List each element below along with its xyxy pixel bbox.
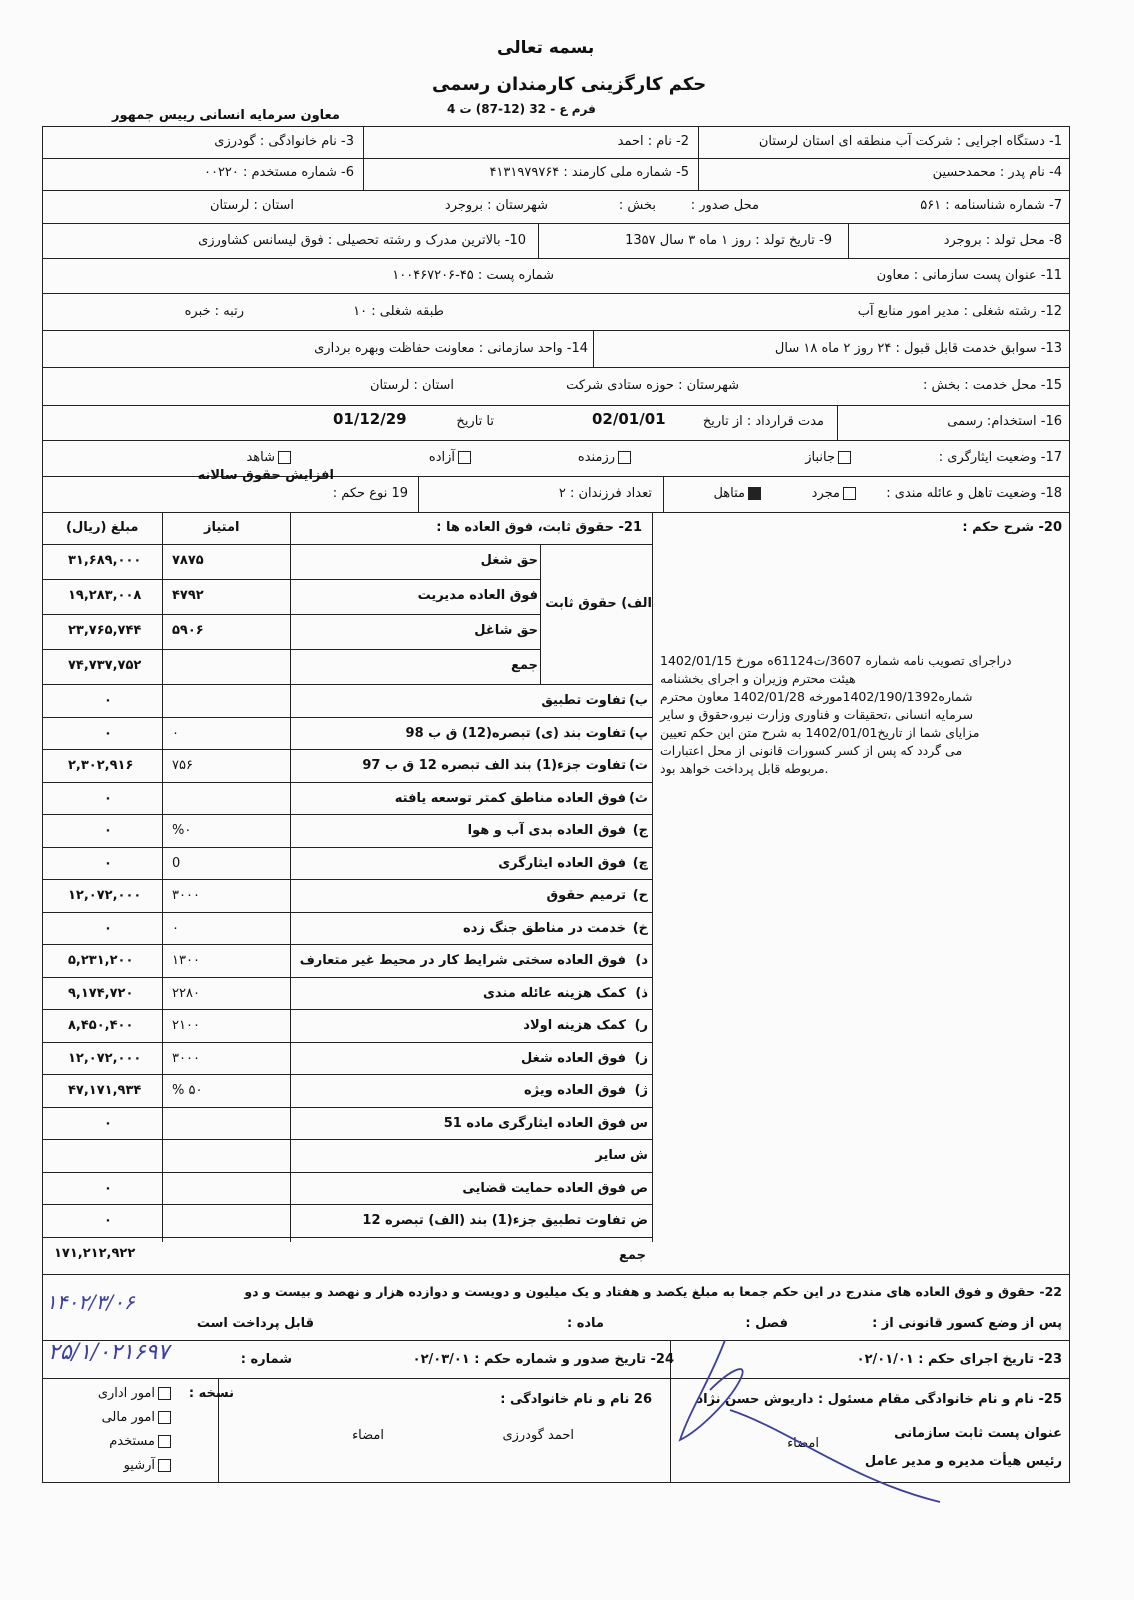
document-title: حکم کارگزینی کارمندان رسمی: [432, 74, 707, 95]
salary-row-label: کمک هزینه اولاد: [523, 1018, 626, 1033]
explanation-line: .مربوطه قابل پرداخت خواهد بود: [660, 761, 829, 776]
option-label: آرشیو: [123, 1458, 155, 1473]
salary-row-points: % ۵۰: [172, 1083, 203, 1098]
option-label: امور مالی: [101, 1410, 155, 1425]
salary-row-label: فوق العاده سختی شرایط کار در محیط غیر متعارف: [299, 953, 626, 968]
payable-text: قابل پرداخت است: [196, 1316, 314, 1331]
field-contract-label: مدت قرارداد : از تاریخ: [702, 414, 824, 429]
field-employment-type: 16- استخدام: رسمی: [947, 414, 1062, 429]
field-father-name: 4- نام پدر : محمدحسین: [932, 165, 1062, 180]
option-label: رزمنده: [577, 450, 615, 465]
copy-option-admin[interactable]: [98, 1386, 174, 1401]
salary-row-key: ش: [630, 1148, 648, 1163]
salary-row-key: ت): [628, 758, 648, 773]
explanation-body: [660, 652, 1032, 778]
salary-row-amount: ۰: [104, 920, 112, 936]
salary-row-points: ۳۰۰۰: [172, 888, 200, 903]
explanation-line: هیئت محترم وزیران و اجرای بخشنامه: [660, 671, 856, 686]
salary-row-key: ج): [632, 823, 648, 838]
salary-row-amount: ۰: [104, 823, 112, 838]
field-issue-place: محل صدور :: [690, 198, 759, 213]
field-total-words: 22- حقوق و فوق العاده های مندرج در این حکم جمعا به مبلغ یکصد و هفتاد و یک میلیون و دویست و دوازده هزار و نهصد و بیست و دو: [244, 1284, 1062, 1299]
field-org-unit: 14- واحد سازمانی : معاونت حفاظت وبهره برداری: [314, 341, 588, 356]
salary-row-label: فوق العاده حمایت قضایی: [462, 1180, 626, 1196]
salary-row-key: ض: [630, 1213, 648, 1228]
salary-row-label: فوق العاده ایثارگری: [498, 855, 626, 871]
salary-row-points: ۲۱۰۰: [172, 1018, 200, 1033]
salary-item-label: فوق العاده مدیریت: [417, 588, 538, 603]
salary-row-amount: ۰: [104, 1180, 112, 1196]
contract-to-label: تا تاریخ: [456, 414, 494, 429]
salary-row-label: فوق العاده ویژه: [524, 1083, 626, 1098]
salary-row-points: ۲۲۸۰: [172, 985, 200, 1001]
field-issue-district: بخش :: [618, 198, 656, 213]
field-effective-date: 23- تاریخ اجرای حکم : ۰۲/۰۱/۰۱: [856, 1352, 1062, 1367]
contract-from-date: 02/01/01: [592, 410, 666, 428]
official-signature-label: امضاء: [787, 1436, 819, 1451]
salary-row-label: ترمیم حقوق: [546, 888, 626, 903]
field-order-type-label: 19 نوع حکم :: [332, 486, 408, 501]
salary-row-label: فوق العاده مناطق کمتر توسعه یافته: [394, 790, 626, 806]
form-number: فرم ع - 32 (12-87) ت 4: [447, 102, 596, 116]
field-birth-date: 9- تاریخ تولد : روز ۱ ماه ۳ سال 13۵۷: [625, 233, 832, 248]
field-birth-place: 8- محل تولد : بروجرد: [943, 233, 1062, 248]
salary-row-label: تفاوت بند (ی) تبصره(12) ق ب 98: [405, 725, 626, 741]
salary-row-amount: ۱۲,۰۷۲,۰۰۰: [68, 1050, 142, 1066]
explanation-line: شماره1402/190/1392مورخه 1402/01/28 معاون محترم: [660, 689, 973, 704]
option-label: امور اداری: [97, 1386, 155, 1401]
option-label: شاهد: [246, 450, 275, 465]
option-label: مجرد: [811, 486, 840, 501]
veteran-option-shahed[interactable]: [246, 450, 294, 465]
salary-row-amount: ۲,۳۰۲,۹۱۶: [68, 758, 134, 773]
field-post-title: 11- عنوان پست سازمانی : معاون: [876, 268, 1062, 283]
salary-row-key: ذ): [635, 985, 648, 1001]
field-rank: رتبه : خبره: [184, 304, 244, 319]
field-article: ماده :: [566, 1316, 604, 1331]
salary-row-amount: ۱۲,۰۷۲,۰۰۰: [68, 888, 142, 903]
field-education: 10- بالاترین مدرک و رشته تحصیلی : فوق لیسانس کشاورزی: [198, 233, 526, 248]
field-veteran-status: 17- وضعیت ایثارگری :: [938, 450, 1062, 465]
explanation-title: 20- شرح حکم :: [962, 520, 1062, 535]
field-national-id: 5- شماره ملی کارمند : ۴۱۳۱۹۷۹۷۶۴: [489, 165, 689, 180]
salary-row-label: سایر: [595, 1148, 626, 1163]
salary-row-label: فوق العاده شغل: [521, 1050, 626, 1066]
salary-row-label: تفاوت تطبیق جزء(1) بند (الف) تبصره 12: [362, 1213, 626, 1228]
field-issue-city: شهرستان : بروجرد: [444, 198, 548, 213]
salary-item-label: جمع: [511, 658, 538, 673]
salary-row-points: ۷۵۶: [172, 758, 193, 773]
option-label: جانباز: [805, 450, 835, 465]
handwritten-order-number: ۲۵/۱/۰۲۱۶۹۷: [48, 1340, 170, 1365]
checkbox[interactable]: [838, 451, 851, 464]
salary-row-points: ۰: [172, 725, 179, 741]
salary-row-amount: ۹,۱۷۴,۷۲۰: [68, 985, 134, 1001]
salary-row-label: تفاوت تطبیق: [541, 693, 626, 708]
explanation-line: سرمایه انسانی ،تحقیقات و فناوری وزارت نیرو،حقوق و سایر: [660, 707, 974, 722]
salary-row-amount: ۰: [104, 790, 112, 806]
salary-row-key: ب): [628, 693, 648, 708]
salary-row-key: چ): [632, 855, 648, 871]
field-official-name: 25- نام و نام خانوادگی مقام مسئول : داریوش حسن نژاد: [696, 1392, 1062, 1407]
checkbox[interactable]: [458, 451, 471, 464]
field-birth-certificate: 7- شماره شناسنامه : ۵۶۱: [920, 198, 1062, 213]
salary-row-key: س: [630, 1115, 648, 1131]
marital-option-married[interactable]: [713, 486, 764, 501]
option-label: متاهل: [713, 486, 745, 501]
salary-row-label: تفاوت جزء(1) بند الف تبصره 12 ق ب 97: [362, 758, 626, 773]
handwritten-date: ۱۴۰۲/۳/۰۶: [46, 1290, 135, 1314]
salary-row-points: ۱۳۰۰: [172, 953, 200, 968]
field-official-post-title: عنوان پست ثابت سازمانی: [894, 1426, 1062, 1441]
checkbox[interactable]: [158, 1435, 171, 1448]
column-amount-header: مبلغ (ریال): [66, 520, 139, 535]
copies-label: نسخه :: [188, 1386, 234, 1401]
field-first-name: 2- نام : احمد: [617, 134, 689, 149]
salary-row-amount: ۸,۴۵۰,۴۰۰: [68, 1018, 134, 1033]
salary-total-label: جمع: [619, 1248, 646, 1263]
field-children-count: تعداد فرزندان : ۲: [558, 486, 652, 501]
employee-name: احمد گودرزی: [502, 1428, 574, 1443]
field-issue-date: 24- تاریخ صدور و شماره حکم : ۰۲/۰۳/۰۱: [412, 1352, 674, 1367]
order-type-value: افزایش حقوق سالانه: [197, 468, 334, 483]
field-post-number: شماره پست : ۴۵-۱۰۰۴۶۷۲۰۶: [392, 268, 554, 283]
veteran-option-azadeh[interactable]: [429, 450, 474, 465]
checkbox[interactable]: [748, 487, 761, 500]
field-employee-number: 6- شماره مستخدم : ۰۰۲۲۰: [203, 165, 354, 180]
field-service-place: 15- محل خدمت : بخش :: [922, 378, 1062, 393]
salary-row-label: کمک هزینه عائله مندی: [483, 985, 626, 1001]
salary-row-key: خ): [632, 920, 648, 936]
salary-item-points: ۵۹۰۶: [172, 623, 204, 638]
checkbox[interactable]: [278, 451, 291, 464]
salary-item-points: ۷۸۷۵: [172, 553, 204, 568]
salary-row-key: ث): [628, 790, 648, 806]
salary-row-amount: ۰: [104, 725, 112, 741]
salary-item-amount: ۷۴,۷۳۷,۷۵۲: [68, 658, 142, 673]
field-employee-name-label: 26 نام و نام خانوادگی :: [500, 1392, 652, 1407]
salary-row-amount: ۰: [104, 1213, 112, 1228]
group-fixed-salary: الف) حقوق ثابت: [545, 596, 652, 611]
salary-row-amount: ۰: [104, 1115, 112, 1131]
field-job-field: 12- رشته شغلی : مدیر امور منابع آب: [857, 304, 1062, 319]
salary-row-key: ص: [630, 1180, 648, 1196]
explanation-line: دراجرای تصویب نامه شماره 3607/ت61124ه مورخ 1402/01/15: [660, 653, 1012, 668]
salary-row-key: پ): [628, 725, 648, 741]
contract-to-date: 01/12/29: [333, 410, 407, 428]
salary-row-key: ز): [634, 1050, 648, 1066]
salary-section-title: 21- حقوق ثابت، فوق العاده ها :: [436, 520, 642, 535]
salary-row-label: فوق العاده بدی آب و هوا: [467, 823, 626, 838]
salary-item-amount: ۲۳,۷۶۵,۷۴۴: [68, 623, 142, 638]
checkbox[interactable]: [618, 451, 631, 464]
field-last-name: 3- نام خانوادگی : گودرزی: [214, 134, 354, 149]
salary-item-points: ۴۷۹۲: [172, 588, 204, 603]
field-job-grade: طبقه شغلی : ۱۰: [353, 304, 444, 319]
marital-option-single[interactable]: [812, 486, 859, 501]
field-agency: 1- دستگاه اجرایی : شرکت آب منطقه ای استان لرستان: [758, 134, 1062, 149]
option-label: مستخدم: [109, 1434, 155, 1449]
salary-row-key: ژ): [634, 1083, 648, 1098]
copy-option-employee[interactable]: [109, 1434, 174, 1449]
veteran-option-janbaz[interactable]: [805, 450, 854, 465]
basmala: بسمه تعالی: [497, 38, 595, 58]
field-marital-status: 18- وضعیت تاهل و عائله مندی :: [886, 486, 1062, 501]
salary-item-label: حق شاغل: [474, 623, 538, 638]
explanation-line: مزایای شما از تاریخ1402/01/01 به شرح متن این حکم تعیین: [660, 725, 980, 740]
field-service-city: شهرستان : حوزه ستادی شرکت: [566, 378, 739, 393]
field-after-deductions: پس از وضع کسور قانونی از :: [872, 1316, 1062, 1331]
salary-row-points: ۳۰۰۰: [172, 1050, 200, 1066]
field-official-post-value: رئیس هیأت مدیره و مدیر عامل: [864, 1454, 1062, 1469]
checkbox[interactable]: [158, 1387, 171, 1400]
salary-row-label: فوق العاده ایثارگری ماده 51: [443, 1115, 626, 1131]
copy-option-archive[interactable]: [124, 1458, 174, 1473]
checkbox[interactable]: [158, 1459, 171, 1472]
salary-row-amount: ۵,۲۳۱,۲۰۰: [68, 953, 134, 968]
field-service-province: استان : لرستان: [369, 378, 454, 393]
field-chapter: فصل :: [745, 1316, 788, 1331]
salary-row-key: ح): [632, 888, 648, 903]
department-title: معاون سرمایه انسانی رییس جمهور: [112, 108, 340, 123]
salary-row-amount: ۰: [104, 855, 112, 871]
employee-signature-label: امضاء: [352, 1428, 384, 1443]
explanation-line: می گردد که پس از کسر کسورات قانونی از محل اعتبارات: [660, 743, 963, 758]
field-order-number: شماره :: [240, 1352, 292, 1367]
column-points-header: امتیاز: [204, 520, 240, 535]
signature-scribble: [670, 1320, 970, 1520]
option-label: آزاده: [428, 450, 455, 465]
salary-row-points: %۰: [172, 823, 192, 838]
checkbox[interactable]: [843, 487, 856, 500]
salary-item-amount: ۳۱,۶۸۹,۰۰۰: [68, 553, 142, 568]
salary-row-key: ر): [634, 1018, 648, 1033]
copy-option-finance[interactable]: [102, 1410, 174, 1425]
salary-row-amount: ۴۷,۱۷۱,۹۳۴: [68, 1083, 142, 1098]
salary-item-label: حق شغل: [480, 553, 538, 568]
salary-row-key: د): [635, 953, 648, 968]
salary-total-amount: ۱۷۱,۲۱۲,۹۲۲: [54, 1246, 136, 1261]
salary-row-amount: ۰: [104, 693, 112, 708]
checkbox[interactable]: [158, 1411, 171, 1424]
salary-row-points: ۰: [172, 920, 179, 936]
field-service-record: 13- سوابق خدمت قابل قبول : ۲۴ روز ۲ ماه ۱۸ سال: [774, 341, 1062, 356]
salary-row-label: خدمت در مناطق جنگ زده: [463, 920, 626, 936]
salary-row-points: 0: [172, 855, 181, 871]
veteran-option-razmandeh[interactable]: [578, 450, 634, 465]
field-issue-province: استان : لرستان: [209, 198, 294, 213]
salary-item-amount: ۱۹,۲۸۳,۰۰۸: [68, 588, 142, 603]
